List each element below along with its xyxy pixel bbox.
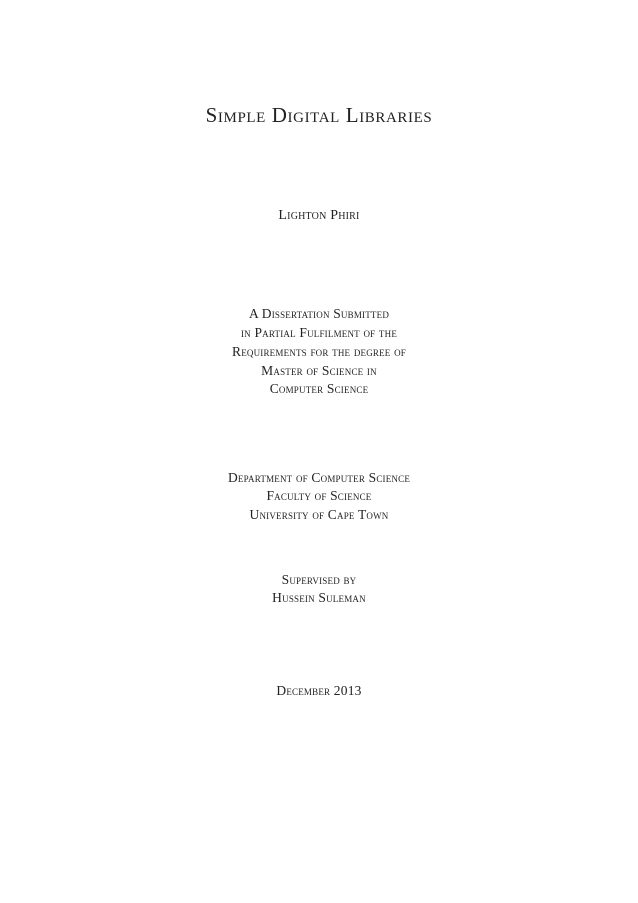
dissertation-line: Master of Science in bbox=[261, 363, 377, 378]
supervised-by-label: Supervised by bbox=[281, 572, 357, 587]
submission-date: December 2013 bbox=[276, 683, 362, 698]
supervisor-name: Hussein Suleman bbox=[272, 590, 366, 605]
dissertation-line: in Partial Fulfilment of the bbox=[240, 325, 398, 340]
university-name: University of Cape Town bbox=[249, 507, 389, 522]
dissertation-line: Requirements for the degree of bbox=[231, 344, 406, 359]
department-name: Department of Computer Science bbox=[227, 470, 411, 485]
dissertation-line: Computer Science bbox=[269, 381, 369, 396]
thesis-title: Simple Digital Libraries bbox=[205, 103, 433, 127]
dissertation-line: A Dissertation Submitted bbox=[248, 306, 390, 321]
author-name: Lighton Phiri bbox=[278, 208, 360, 223]
faculty-name: Faculty of Science bbox=[266, 488, 372, 503]
